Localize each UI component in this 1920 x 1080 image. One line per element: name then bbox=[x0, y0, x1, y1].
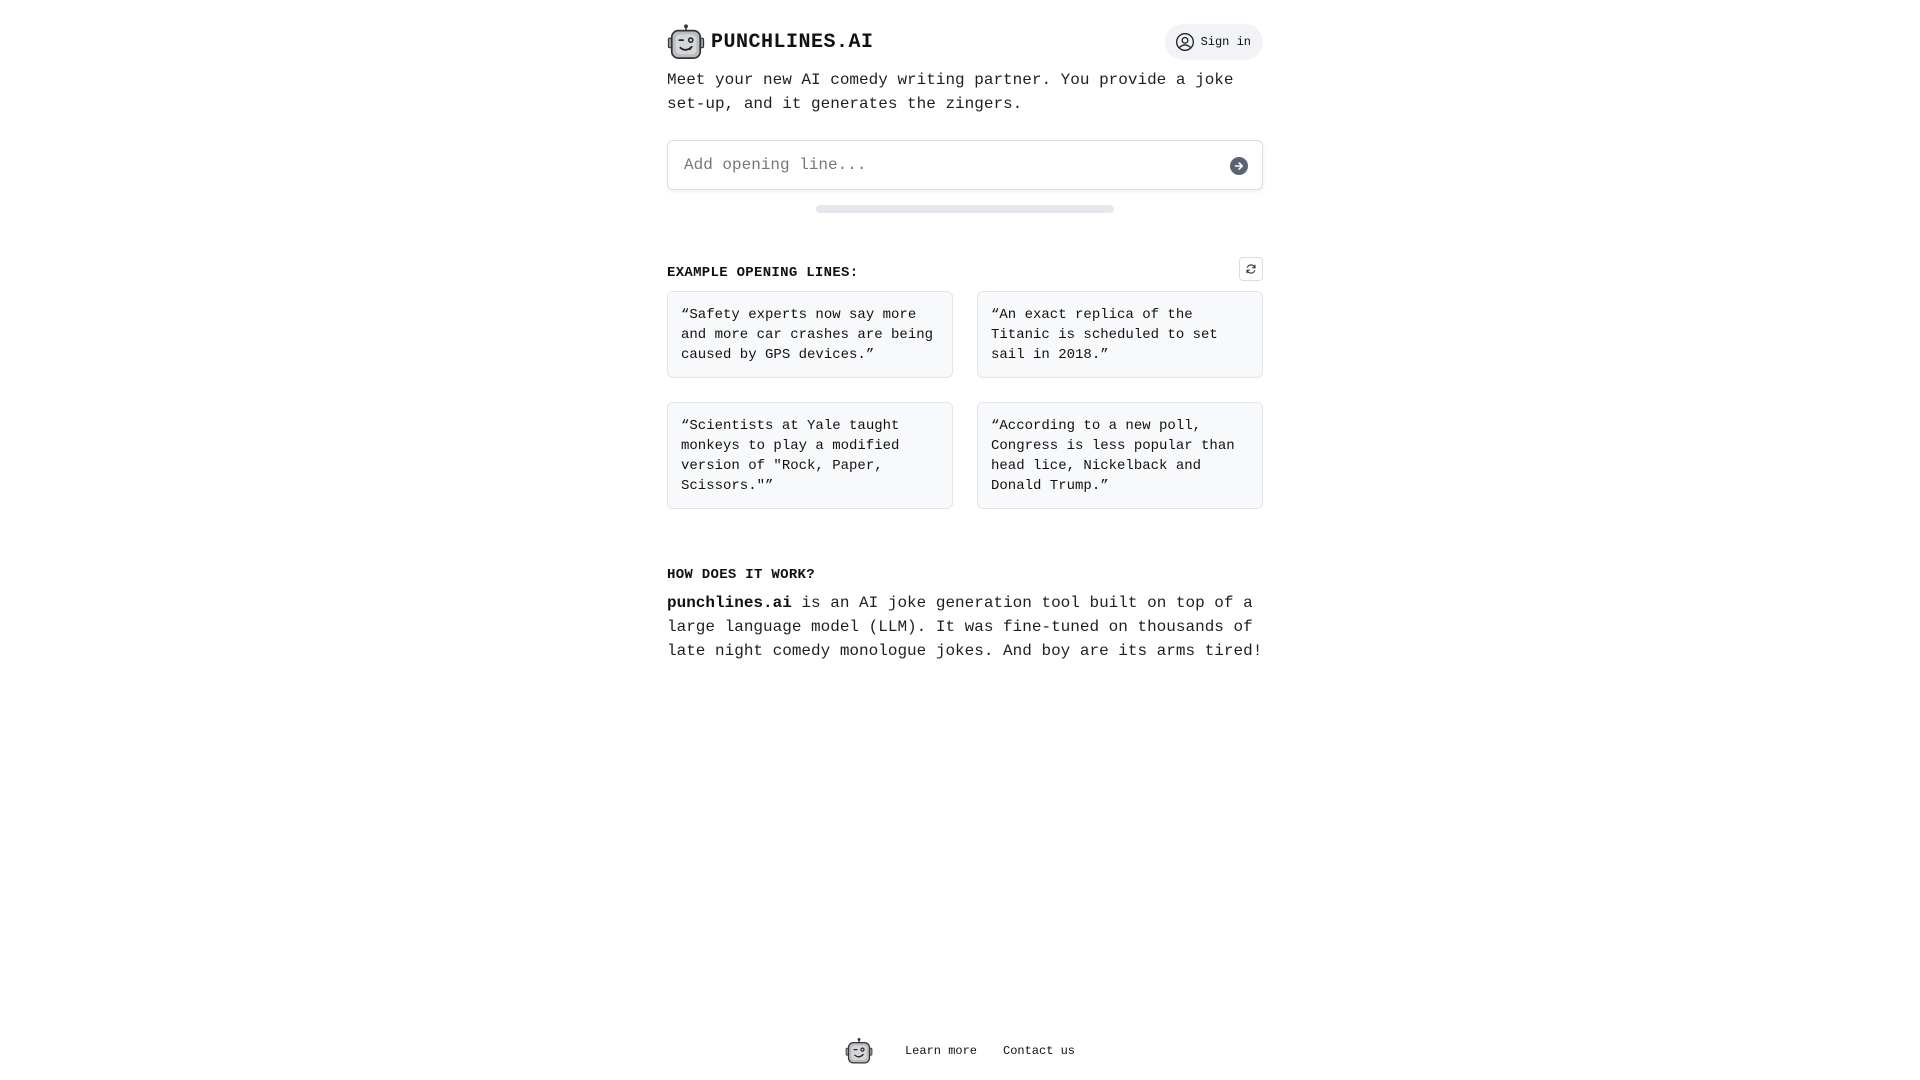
how-it-works-title: HOW DOES IT WORK? bbox=[667, 567, 815, 583]
examples-title: EXAMPLE OPENING LINES: bbox=[667, 265, 859, 281]
opening-line-field bbox=[667, 140, 1263, 190]
how-it-works-body: is an AI joke generation tool built on top of a large language model (LLM). It was fine-tuned on thousands of late night comedy monologue jokes. And boy are its arms tired! bbox=[667, 594, 1263, 660]
progress-bar bbox=[816, 205, 1114, 213]
brand-home-link[interactable] bbox=[667, 23, 874, 61]
example-cards bbox=[667, 291, 1263, 509]
refresh-examples-button[interactable] bbox=[1239, 257, 1263, 281]
how-it-works-text bbox=[667, 591, 1263, 663]
brand-word: punchlines.ai bbox=[667, 594, 792, 612]
learn-more-link[interactable]: Learn more bbox=[904, 1044, 977, 1058]
main-container bbox=[667, 22, 1263, 663]
opening-line-input[interactable] bbox=[668, 141, 1262, 189]
robot-face-icon bbox=[667, 23, 705, 61]
header bbox=[667, 22, 1263, 62]
sign-in-button[interactable] bbox=[1165, 24, 1263, 60]
examples-header bbox=[667, 265, 1263, 281]
contact-us-link[interactable]: Contact us bbox=[1003, 1044, 1076, 1058]
intro-text: Meet your new AI comedy writing partner. You provide a joke set-up, and it generates the zingers. bbox=[667, 71, 1234, 113]
user-circle-icon bbox=[1175, 32, 1195, 52]
example-card[interactable]: “According to a new poll, Congress is less popular than head lice, Nickelback and Donald Trump.” bbox=[977, 402, 1263, 509]
example-card[interactable]: “Safety experts now say more and more car crashes are being caused by GPS devices.” bbox=[667, 291, 953, 378]
robot-face-icon[interactable] bbox=[845, 1037, 873, 1065]
sign-in-label: Sign in bbox=[1200, 35, 1251, 49]
refresh-icon bbox=[1245, 263, 1257, 275]
arrow-right-icon bbox=[1233, 160, 1245, 172]
submit-button[interactable] bbox=[1230, 157, 1248, 175]
example-card[interactable]: “An exact replica of the Titanic is scheduled to set sail in 2018.” bbox=[977, 291, 1263, 378]
footer bbox=[0, 1037, 1920, 1065]
brand-name: PUNCHLINES.AI bbox=[711, 30, 874, 54]
example-card[interactable]: “Scientists at Yale taught monkeys to play a modified version of "Rock, Paper, Scissors."” bbox=[667, 402, 953, 509]
